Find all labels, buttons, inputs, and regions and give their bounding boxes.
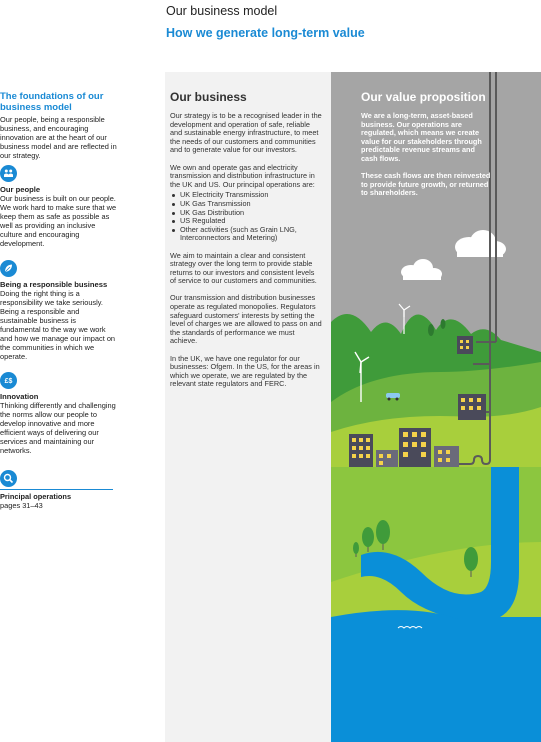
section-heading: Being a responsible business bbox=[0, 280, 108, 289]
sea bbox=[331, 617, 541, 742]
page-header-subtitle: How we generate long-term value bbox=[166, 26, 365, 40]
section-body: Thinking differently and challenging the norms allow our people to develop innovative and more efficient ways of delivering our services and maintaining our networks. bbox=[0, 401, 116, 455]
page-header-title: Our business model bbox=[166, 4, 278, 18]
our-business-body bbox=[170, 112, 322, 398]
section-responsible-business bbox=[0, 260, 118, 361]
principal-operations-pages: pages 31–43 bbox=[0, 501, 43, 510]
paragraph: In the UK, we have one regulator for our businesses: Ofgem. In the US, for the areas in which we operate, we are regulated by the relevant state regulators and FERC. bbox=[170, 353, 320, 389]
list-item: UK Gas Transmission bbox=[180, 200, 322, 209]
our-business-panel bbox=[165, 72, 331, 742]
principal-operations-link[interactable] bbox=[0, 470, 118, 490]
search-icon bbox=[0, 470, 17, 487]
section-innovation bbox=[0, 372, 118, 455]
list-item: US Regulated bbox=[180, 217, 322, 226]
principal-operations-label[interactable]: Principal operations bbox=[0, 492, 72, 501]
paragraph: We own and operate gas and electricity transmission and distribution infrastructure in the UK and US. Our principal operations are: bbox=[170, 162, 315, 189]
value-proposition-title: Our value proposition bbox=[361, 90, 486, 104]
house bbox=[399, 428, 431, 468]
leaf-icon bbox=[0, 260, 17, 277]
foundations-title: The foundations of our business model bbox=[0, 91, 104, 113]
paragraph: We aim to maintain a clear and consistent strategy over the long term to provide stable returns to our investors and consistent levels of service to our customers and communities. bbox=[170, 250, 317, 286]
section-heading: Innovation bbox=[0, 392, 39, 401]
people-icon bbox=[0, 165, 17, 182]
paragraph: Our strategy is to be a recognised leader in the development and operation of safe, reliable and sustainable energy infrastructure, to meet the needs of our customers and communities and to generate value for our investors. bbox=[170, 111, 322, 155]
house bbox=[457, 336, 473, 354]
list-item: UK Gas Distribution bbox=[180, 209, 322, 218]
section-our-people bbox=[0, 165, 118, 248]
list-item: UK Electricity Transmission bbox=[180, 191, 322, 200]
foundations-intro: Our people, being a responsible business, and encouraging innovation are at the heart of our business model and are reflected in our strategy. bbox=[0, 115, 117, 160]
section-heading: Our people bbox=[0, 185, 41, 194]
divider bbox=[0, 489, 113, 490]
section-body: Doing the right thing is a responsibility we take seriously. Being a responsible and sustainable business is fundamental to the way we work and how we manage our impact on the communities in which we operate. bbox=[0, 289, 116, 361]
operations-list bbox=[170, 191, 322, 243]
currency-icon bbox=[0, 372, 17, 389]
value-proposition-panel bbox=[331, 72, 541, 742]
paragraph: Our transmission and distribution businesses operate as regulated monopolies. Regulators safeguard customers' interests by setting the level of charges we are allowed to pass on and the standards of performance we must achieve. bbox=[170, 293, 322, 346]
house bbox=[376, 450, 398, 468]
our-business-title: Our business bbox=[170, 90, 247, 104]
paragraph: These cash flows are then reinvested to provide future growth, or returned to shareholders. bbox=[361, 171, 491, 198]
house bbox=[458, 394, 486, 420]
paragraph: We are a long-term, asset-based business. Our operations are regulated, which means we create value for our stakeholders through predictable revenue streams and cash flows. bbox=[361, 111, 482, 163]
svg-text:£$: £$ bbox=[4, 378, 13, 386]
value-proposition-body bbox=[361, 112, 491, 207]
section-body: Our business is built on our people. We work hard to make sure that we keep them as safe as possible as well as providing an inclusive culture and encouraging development. bbox=[0, 194, 117, 248]
house bbox=[434, 446, 459, 468]
house bbox=[349, 434, 373, 468]
foundations-sidebar bbox=[0, 92, 118, 160]
list-item: Other activities (such as Grain LNG, Interconnectors and Metering) bbox=[180, 226, 322, 243]
